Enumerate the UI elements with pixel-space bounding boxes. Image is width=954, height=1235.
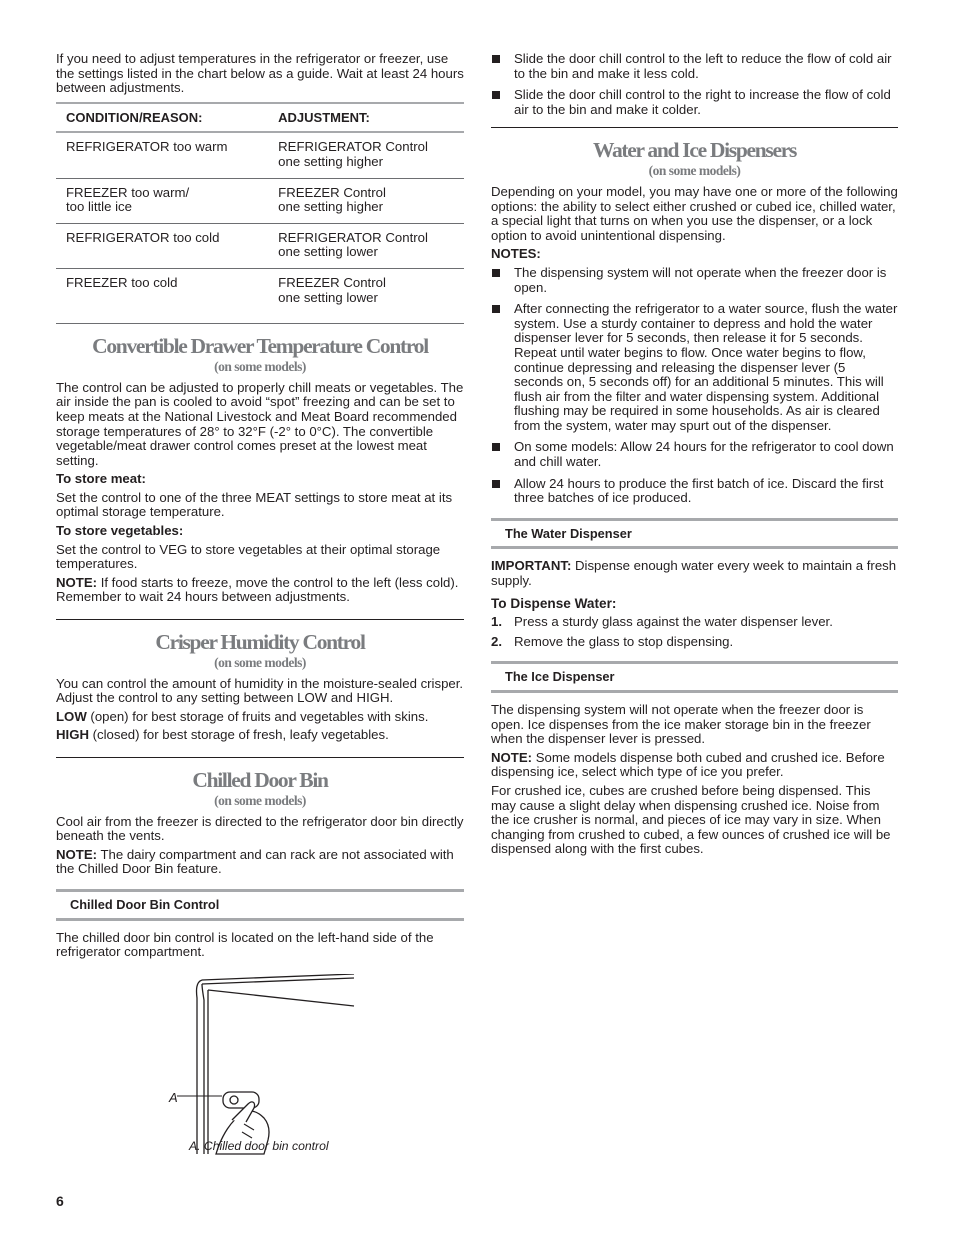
- low-label: LOW: [56, 708, 87, 724]
- adjustment-header: ADJUSTMENT:: [268, 103, 464, 133]
- condition-text: REFRIGERATOR too warm: [66, 139, 228, 155]
- chilled-note: [56, 848, 464, 877]
- square-bullet-icon: [492, 443, 500, 451]
- crisper-humidity-title: Crisper Humidity Control: [155, 630, 365, 655]
- note-label: NOTE:: [491, 749, 533, 765]
- chilled-door-bin-figure: [56, 974, 464, 1156]
- bullet-text: After connecting the refrigerator to a water source, flush the water system. Use a sturdy container to depress and hold the water dispenser lever for 5 seconds, then release it for 5 seconds. Repeat until water begins to flow. Once water begins to flow, continue depressing and releasing the dispenser lever (5 seconds on, 5 seconds off) for an additional 5 minutes. This will flush air from the filter and water dispensing system. Additional flushing may be required in some households. As air is cleared from the system, water may spurt out of the dispenser.: [514, 301, 898, 433]
- convertible-drawer-subtitle: (on some models): [214, 359, 306, 375]
- list-item: [491, 477, 898, 506]
- important-text: Dispense enough water every week to maintain a fresh supply.: [491, 558, 897, 589]
- note-label: NOTE:: [56, 574, 98, 590]
- section-divider: [491, 127, 898, 128]
- adjustment-cell: [268, 223, 464, 268]
- store-meat-label: To store meat:: [56, 471, 146, 487]
- adjustment-line-1: REFRIGERATOR Control: [278, 229, 428, 245]
- chilled-body: Cool air from the freezer is directed to the refrigerator door bin directly beneath the vents.: [56, 813, 464, 844]
- condition-text: FREEZER too cold: [66, 274, 178, 290]
- crushed-ice-text: For crushed ice, cubes are crushed before being dispensed. This may cause a slight delay when dispensing crushed ice. Noise from the ice crusher is normal, and pieces of ice may vary in size. When changing from crushed to cubed, a few ounces of crushed ice will be dispensed along with the first cubes.: [491, 782, 891, 857]
- important-label: IMPORTANT:: [491, 558, 572, 574]
- convertible-body: The control can be adjusted to properly chill meats or vegetables. The air inside the pan is cooled to avoid “spot” freezing and can be set to keep meats at the National Livestock and Meat Board recommended storage temperatures of 28° to 32°F (-2° to 0°C). The convertible vegetable/meat drawer control comes preset at the lowest meat setting.: [56, 379, 464, 468]
- water-ice-dispensers-title: Water and Ice Dispensers: [592, 138, 797, 163]
- ice-dispenser-heading: The Ice Dispenser: [491, 661, 898, 693]
- square-bullet-icon: [492, 91, 500, 99]
- adjustment-line-2: one setting higher: [278, 153, 383, 169]
- low-text: (open) for best storage of fruits and vegetables with skins.: [86, 708, 429, 724]
- step-text: Remove the glass to stop dispensing.: [514, 633, 734, 649]
- crisper-body: You can control the amount of humidity in the moisture-sealed crisper. Adjust the control to any setting between LOW and HIGH.: [56, 675, 464, 706]
- water-ice-body: Depending on your model, you may have one or more of the following options: the ability to select either crushed or cubed ice, chilled water, a special light that turns on when you use the dispenser, or a lock option to avoid unintentional dispensing.: [491, 183, 898, 243]
- table-row: [56, 178, 464, 223]
- high-label: HIGH: [56, 727, 89, 743]
- bullet-text: Slide the door chill control to the right to increase the flow of cold air to the bin and make it colder.: [514, 87, 891, 117]
- ice-body: The dispensing system will not operate when the freezer door is open. Ice dispenses from the ice maker storage bin in the freezer when the dispenser lever is pressed.: [491, 702, 871, 747]
- high-text: (closed) for best storage of fresh, leafy vegetables.: [88, 727, 389, 743]
- refrigerator-compartment-illustration: [56, 974, 464, 1156]
- table-header-row: [56, 103, 464, 133]
- notes-label: NOTES:: [491, 246, 541, 262]
- adjustment-line-2: one setting lower: [278, 244, 378, 260]
- chilled-door-bin-subtitle: (on some models): [214, 793, 306, 808]
- adjustment-line-2: one setting higher: [278, 199, 383, 215]
- note-label: NOTE:: [56, 846, 98, 862]
- bullet-text: On some models: Allow 24 hours for the refrigerator to cool down and chill water.: [514, 439, 894, 470]
- ice-note: [491, 751, 898, 780]
- condition-cell: [56, 132, 268, 178]
- chilled-door-bin-title: Chilled Door Bin: [192, 768, 328, 792]
- adjustment-table: [56, 102, 464, 324]
- water-important: [491, 559, 898, 588]
- list-item: [491, 302, 898, 433]
- condition-text: REFRIGERATOR too cold: [66, 229, 220, 245]
- dispense-water-steps: [491, 615, 898, 649]
- chilled-control-text: The chilled door bin control is located on the left-hand side of the refrigerator compartment.: [56, 929, 434, 960]
- table-row: [56, 132, 464, 178]
- intro-paragraph: If you need to adjust temperatures in the refrigerator or freezer, use the settings listed in the chart below as a guide. Wait at least 24 hours between adjustments.: [56, 51, 464, 96]
- adjustment-cell: [268, 132, 464, 178]
- chilled-door-bin-control-heading: Chilled Door Bin Control: [56, 889, 464, 921]
- condition-text-2: too little ice: [66, 199, 132, 215]
- condition-header: CONDITION/REASON:: [56, 103, 268, 133]
- step-number: 2.: [491, 633, 502, 649]
- section-divider: [56, 757, 464, 758]
- bullet-text: Slide the door chill control to the left to reduce the flow of cold air to the bin and make it less cold.: [514, 51, 892, 81]
- bullet-text: Allow 24 hours to produce the first batch of ice. Discard the first three batches of ice produced.: [514, 475, 884, 506]
- door-chill-bullet-list: [491, 52, 898, 117]
- step-number: 1.: [491, 614, 502, 630]
- figure-callout-label: A: [169, 1089, 178, 1105]
- square-bullet-icon: [492, 269, 500, 277]
- left-column: [56, 52, 464, 1156]
- table-row: [56, 223, 464, 268]
- table-row: [56, 268, 464, 323]
- convertible-note: [56, 576, 464, 605]
- crisper-low: [56, 710, 464, 725]
- store-meat-text: Set the control to one of the three MEAT settings to store meat at its optimal storage temperature.: [56, 489, 453, 520]
- adjustment-line-1: FREEZER Control: [278, 184, 386, 200]
- list-item: [491, 440, 898, 469]
- convertible-drawer-title: Convertible Drawer Temperature Control: [92, 334, 428, 359]
- adjustment-line-1: REFRIGERATOR Control: [278, 139, 428, 155]
- right-column: [491, 52, 898, 861]
- condition-text: FREEZER too warm/: [66, 184, 190, 200]
- square-bullet-icon: [492, 305, 500, 313]
- note-text: The dairy compartment and can rack are not associated with the Chilled Door Bin feature.: [56, 846, 454, 877]
- step-text: Press a sturdy glass against the water dispenser lever.: [514, 614, 833, 630]
- square-bullet-icon: [492, 480, 500, 488]
- crisper-high: [56, 728, 464, 743]
- list-item: [491, 635, 898, 650]
- list-item: [491, 615, 898, 630]
- water-dispenser-heading: The Water Dispenser: [491, 518, 898, 550]
- figure-caption: A. Chilled door bin control: [189, 1138, 329, 1153]
- square-bullet-icon: [492, 55, 500, 63]
- list-item: [491, 52, 898, 81]
- store-vegetables-label: To store vegetables:: [56, 523, 184, 539]
- store-vegetables-text: Set the control to VEG to store vegetables at their optimal storage temperatures.: [56, 541, 441, 572]
- section-divider: [56, 619, 464, 620]
- notes-list: [491, 266, 898, 506]
- page-number: 6: [56, 1193, 64, 1209]
- adjustment-line-1: FREEZER Control: [278, 274, 386, 290]
- adjustment-cell: [268, 268, 464, 323]
- condition-cell: [56, 268, 268, 323]
- note-text: If food starts to freeze, move the control to the left (less cold). Remember to wait 24 hours between adjustments.: [56, 574, 459, 605]
- adjustment-cell: [268, 178, 464, 223]
- condition-cell: [56, 178, 268, 223]
- dispense-water-label: To Dispense Water:: [491, 595, 617, 611]
- adjustment-line-2: one setting lower: [278, 289, 378, 305]
- note-text: Some models dispense both cubed and crushed ice. Before dispensing ice, select which type of ice you prefer.: [491, 749, 885, 780]
- crisper-humidity-subtitle: (on some models): [214, 655, 306, 671]
- list-item: [491, 266, 898, 295]
- bullet-text: The dispensing system will not operate when the freezer door is open.: [514, 264, 887, 295]
- list-item: [491, 88, 898, 117]
- water-ice-dispensers-subtitle: (on some models): [648, 163, 741, 179]
- condition-cell: [56, 223, 268, 268]
